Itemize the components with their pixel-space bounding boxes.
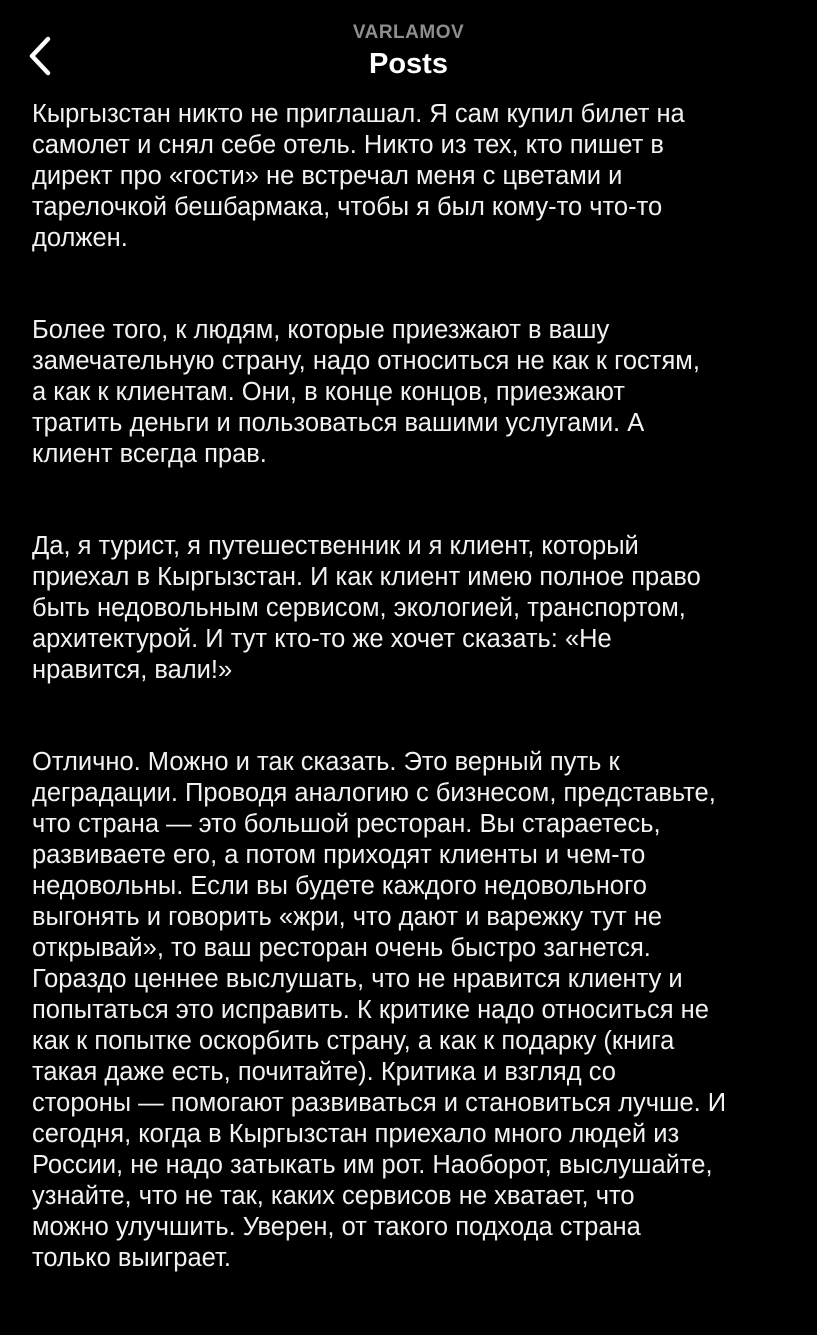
post-paragraph: Кыргызстан никто не приглашал. Я сам купил билет на самолет и снял себе отель. Никто из тех, кто пишет в директ про «гости» не встречал меня с цветами и тарелочкой бешбармака, чтобы я был кому-то что-то должен. <box>32 100 685 252</box>
account-name: VARLAMOV <box>352 22 465 43</box>
header-titles <box>0 20 817 82</box>
post-text <box>32 72 802 1335</box>
post-paragraph: Отлично. Можно и так сказать. Это верный путь к деградации. Проводя аналогию с бизнесом, представьте, что страна — это большой ресторан. Вы стараетесь, развиваете его, а потом приходят клиенты и чем-то недовольны. Если вы будете каждого недовольного выгонять и говорить «жри, что дают и варежку тут не открывай», то ваш ресторан очень быстро загнется. Гораздо ценнее выслушать, что не нравится клиенту и попытаться это исправить. К критике надо относиться не как к попытке оскорбить страну, а как к подарку (книга такая даже есть, почитайте). Критика и взгляд со стороны — помогают развиваться и становиться лучше. И сегодня, когда в Кыргызстан приехало много людей из России, не надо затыкать им рот. Наоборот, выслушайте, узнайте, что не так, каких сервисов не хватает, что можно улучшить. Уверен, от такого подхода страна только выиграет. <box>32 748 727 1272</box>
post-paragraph: Да, я турист, я путешественник и я клиент, который приехал в Кыргызстан. И как клиент имею полное право быть недовольным сервисом, экологией, транспортом, архитектурой. И тут кто-то же хочет сказать: «Не нравится, вали!» <box>32 532 701 684</box>
top-navigation-bar <box>0 0 817 100</box>
post-paragraph: Более того, к людям, которые приезжают в вашу замечательную страну, надо относиться не как к гостям, а как к клиентам. Они, в конце концов, приезжают тратить деньги и пользоваться вашими услугами. А клиент всегда прав. <box>32 316 700 468</box>
page-title: Posts <box>369 48 448 80</box>
